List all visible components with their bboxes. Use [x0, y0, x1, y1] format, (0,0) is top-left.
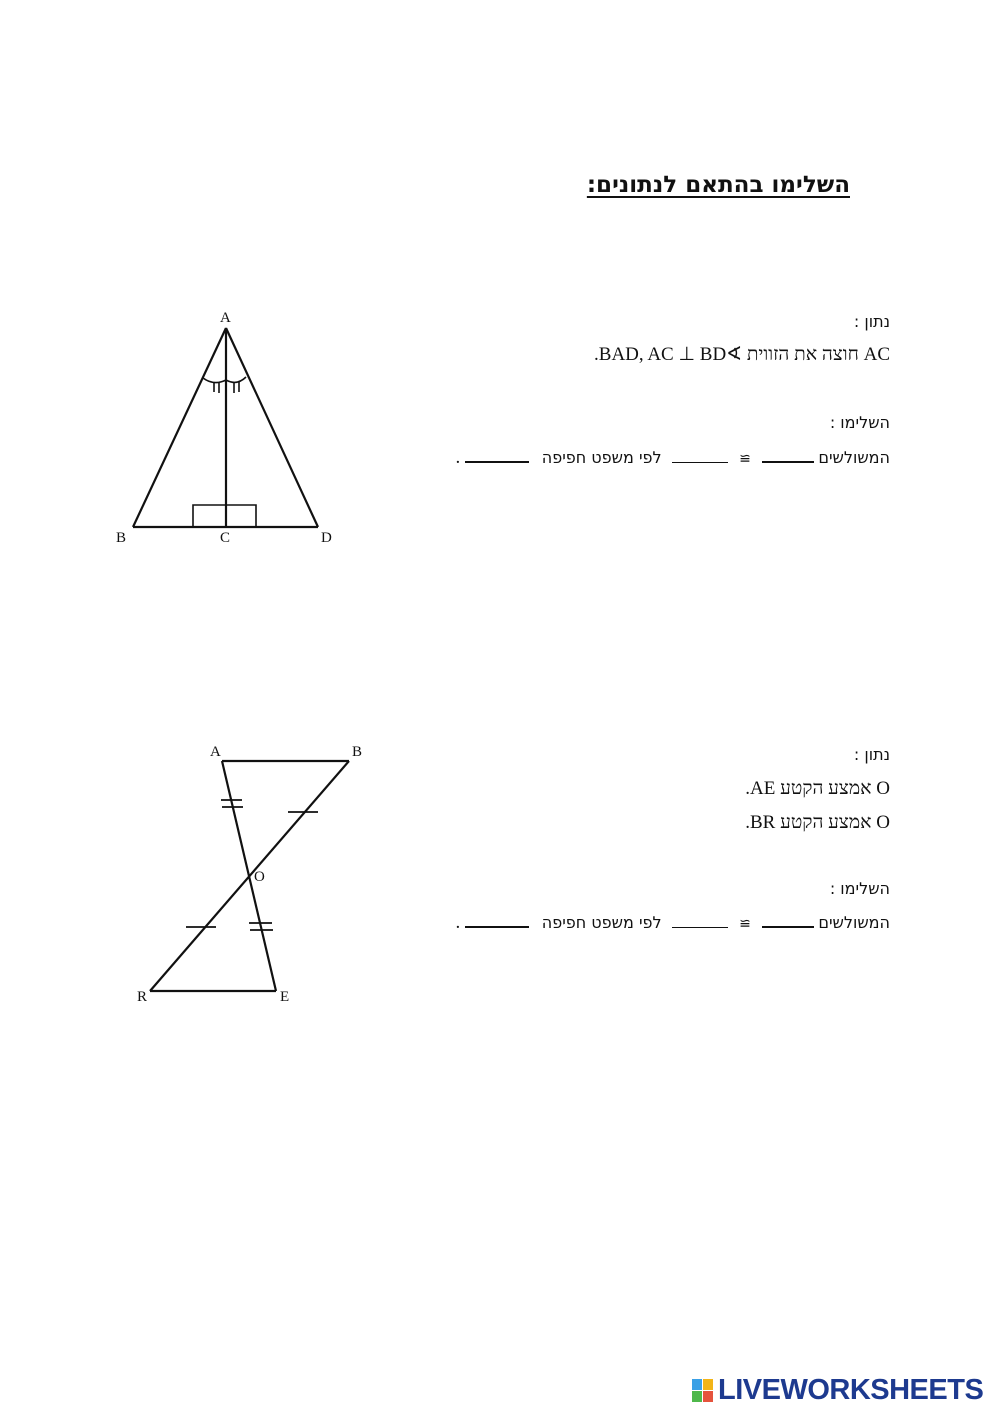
ex1-by-theorem: לפי משפט חפיפה [541, 448, 662, 467]
ex2-triangles-word: המשולשים [818, 913, 890, 932]
ex1-right-angle-mark [193, 505, 256, 527]
ex2-period: . [455, 912, 461, 933]
ex2-label-e: E [280, 989, 290, 1005]
ex1-complete-label: השלימו : [829, 413, 890, 432]
ex2-label-a: A [210, 744, 221, 760]
ex1-given-text: AC חוצה את הזווית ∢BAD, AC ⊥ BD. [594, 344, 890, 365]
logo-square-red [703, 1391, 713, 1402]
ex2-congruent-symbol: ≅ [739, 916, 751, 932]
ex2-label-r: R [137, 989, 148, 1005]
ex1-side-ad [226, 328, 318, 527]
ex1-triangles-word: המשולשים [818, 448, 890, 467]
ex1-side-ab [133, 328, 226, 527]
ex2-given-line2: O אמצע הקטע BR. [745, 812, 890, 833]
liveworksheets-logo-icon [692, 1379, 714, 1403]
logo-square-green [692, 1391, 702, 1402]
ex2-segment-br [150, 761, 349, 991]
ex1-angle-marks [203, 377, 246, 393]
liveworksheets-wordmark: LIVEWORKSHEETS [718, 1374, 984, 1406]
worksheet-title: השלימו בהתאם לנתונים: [586, 172, 850, 198]
ex2-given-line1: O אמצע הקטע AE. [745, 778, 890, 799]
ex1-period: . [455, 447, 461, 468]
ex1-label-c: C [220, 530, 231, 546]
ex2-label-o: O [254, 869, 265, 885]
ex2-given-label: נתון : [853, 745, 890, 764]
ex2-by-theorem: לפי משפט חפיפה [541, 913, 662, 932]
ex1-label-b: B [116, 530, 127, 546]
ex1-congruent-symbol: ≅ [739, 451, 751, 467]
ex1-label-a: A [220, 310, 231, 326]
liveworksheets-logo[interactable] [692, 1376, 992, 1408]
ex2-complete-label: השלימו : [829, 879, 890, 898]
ex1-label-d: D [321, 530, 332, 546]
ex1-given-label: נתון : [853, 312, 890, 331]
logo-square-yellow [703, 1379, 713, 1390]
logo-square-blue [692, 1379, 702, 1390]
ex2-label-b: B [352, 744, 363, 760]
